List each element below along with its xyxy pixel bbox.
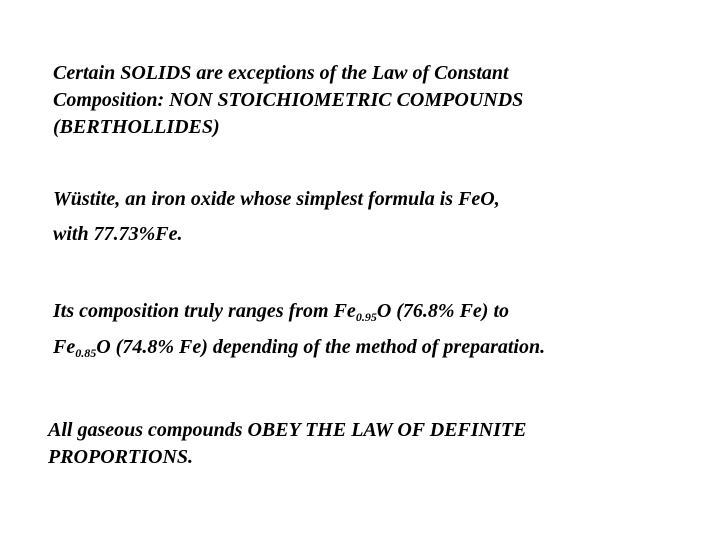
wustite-line-1: Wüstite, an iron oxide whose simplest formula is FeO,	[53, 188, 500, 210]
composition-line-1	[53, 293, 545, 329]
intro-line-2: Composition: NON STOICHIOMETRIC COMPOUNDS	[53, 89, 524, 111]
formula-2-subscript: 0.85	[75, 346, 97, 360]
intro-line-3: (BERTHOLLIDES)	[53, 116, 220, 138]
intro-paragraph	[53, 60, 523, 141]
gaseous-line-2: PROPORTIONS.	[48, 446, 194, 468]
gaseous-line-1: All gaseous compounds OBEY THE LAW OF DEFINITE	[48, 419, 527, 441]
formula-1-rest: O (76.8% Fe) to	[376, 300, 510, 322]
composition-suffix: O (74.8% Fe) depending of the method of preparation.	[96, 336, 546, 358]
composition-prefix: Its composition truly ranges from Fe	[53, 300, 356, 322]
gaseous-paragraph	[48, 417, 526, 471]
intro-line-1: Certain SOLIDS are exceptions of the Law of Constant	[53, 62, 509, 84]
composition-paragraph	[53, 293, 545, 365]
wustite-line-2: with 77.73%Fe.	[53, 223, 183, 245]
wustite-paragraph	[53, 182, 500, 252]
formula-2-base: Fe	[53, 336, 76, 358]
composition-line-2	[53, 329, 545, 365]
formula-1-subscript: 0.95	[355, 310, 377, 324]
